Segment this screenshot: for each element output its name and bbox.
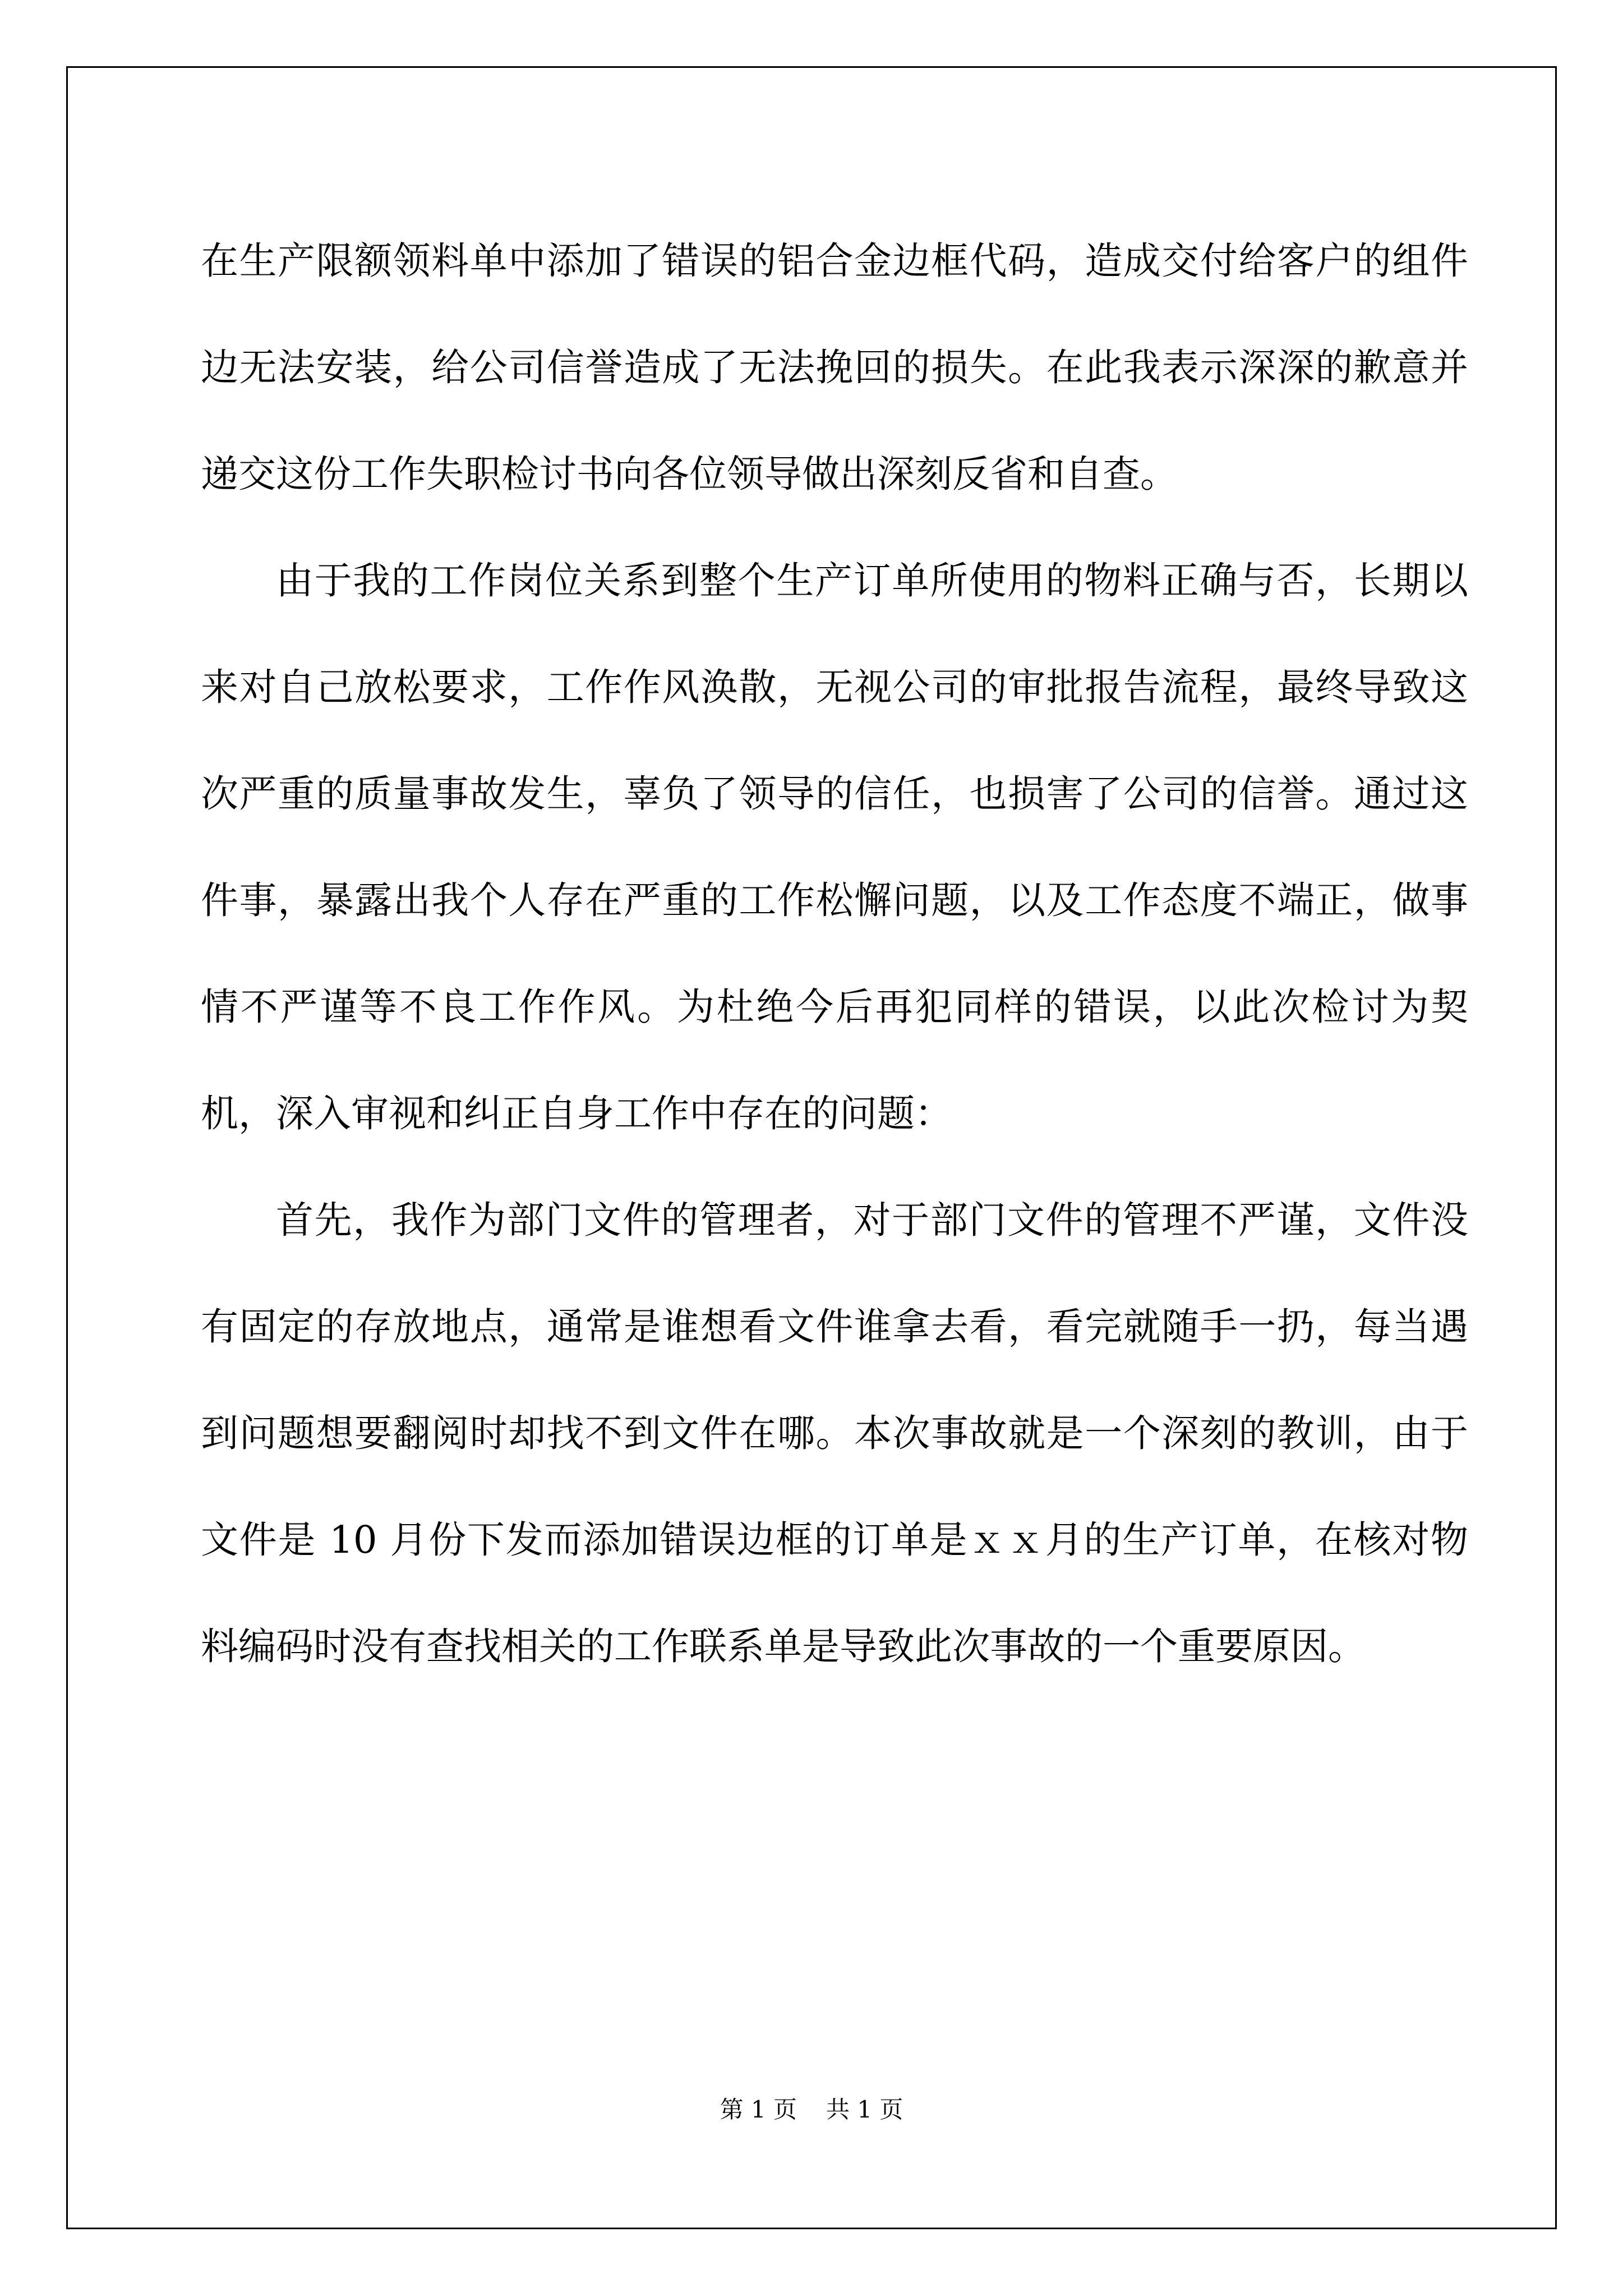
paragraph-1: 在生产限额领料单中添加了错误的铝合金边框代码，造成交付给客户的组件边无法安装，给公司信誉造成了无法挽回的损失。在此我表示深深的歉意并递交这份工作失职检讨书向各位领导做出深刻反省和自查。 xyxy=(201,239,1468,496)
page-footer xyxy=(0,2091,1623,2125)
page-number-current: 第 1 页 xyxy=(720,2096,797,2123)
document-body xyxy=(201,208,1468,1700)
paragraph-2: 由于我的工作岗位关系到整个生产订单所使用的物料正确与否，长期以来对自己放松要求，工作作风涣散，无视公司的审批报告流程，最终导致这次严重的质量事故发生，辜负了领导的信任，也损害了公司的信誉。通过这件事，暴露出我个人存在严重的工作松懈问题，以及工作态度不端正，做事情不严谨等不良工作作风。为杜绝今后再犯同样的错误，以此次检讨为契机，深入审视和纠正自身工作中存在的问题： xyxy=(201,559,1468,1135)
paragraph-3: 首先，我作为部门文件的管理者，对于部门文件的管理不严谨，文件没有固定的存放地点，通常是谁想看文件谁拿去看，看完就随手一扔，每当遇到问题想要翻阅时却找不到文件在哪。本次事故就是一个深刻的教训，由于文件是 10 月份下发而添加错误边框的订单是ｘｘ月的生产订单，在核对物料编码时没有查找相关的工作联系单是导致此次事故的一个重要原因。 xyxy=(201,1198,1468,1668)
page-number-total: 共 1 页 xyxy=(826,2096,903,2123)
